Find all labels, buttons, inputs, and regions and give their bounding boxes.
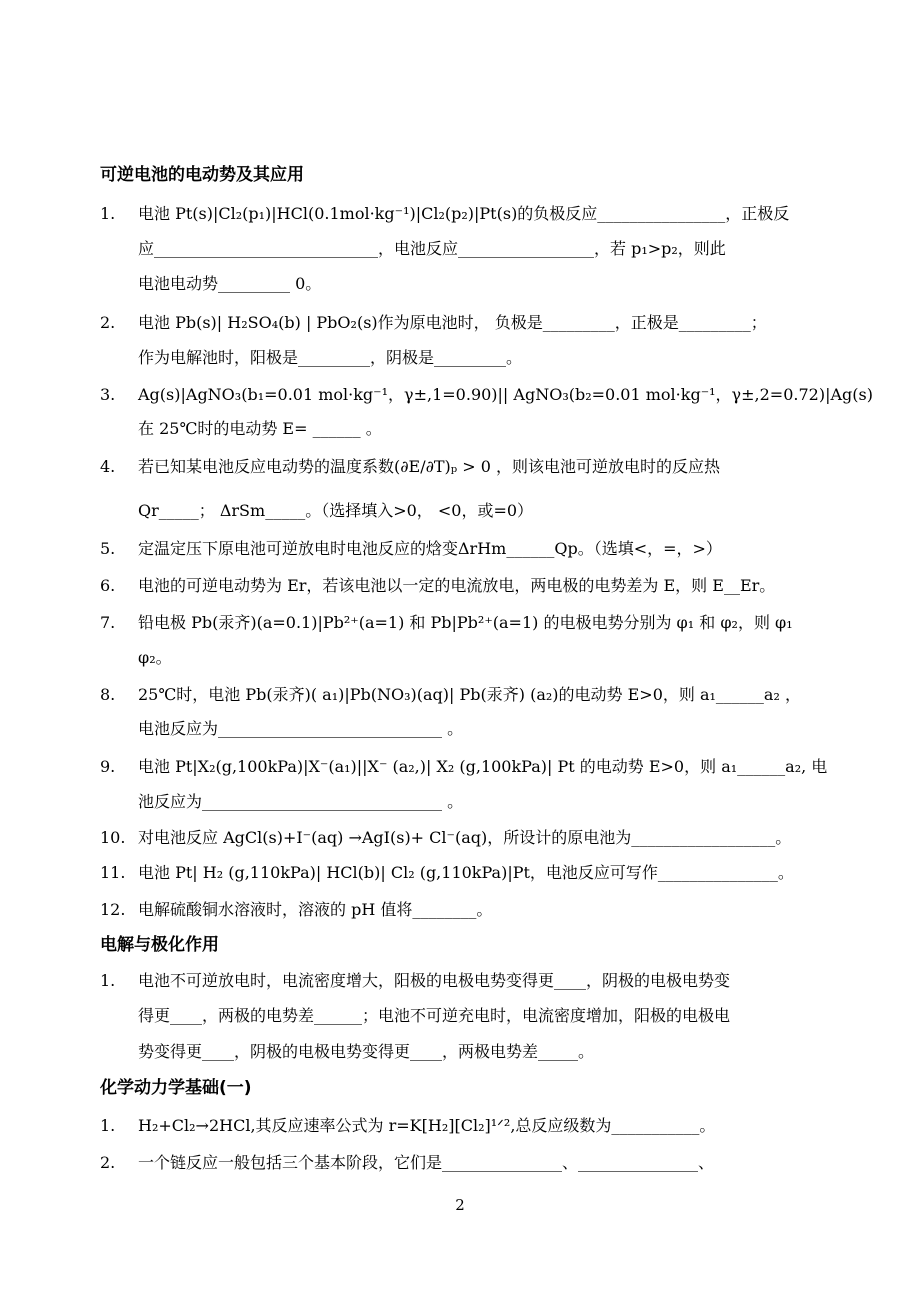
item-line: Qr_____； ΔrSm_____。（选择填入>0， <0，或=0） (138, 501, 534, 520)
item-number: 8. (100, 685, 116, 704)
item-line: 铅电极 Pb(汞齐)(a=0.1)|Pb²⁺(a=1) 和 Pb|Pb²⁺(a=1) 的电极电势分别为 φ₁ 和 φ₂，则 φ₁ (138, 613, 793, 632)
item-line: 电池 Pt| H₂ (g,110kPa)| HCl(b)| Cl₂ (g,110kPa)|Pt，电池反应可写作_______________。 (138, 863, 794, 882)
item-number: 1. (100, 204, 116, 223)
item-line: 势变得更____，阴极的电极电势变得更____，两极电势差_____。 (138, 1042, 595, 1061)
item-line: 电池的可逆电动势为 Er，若该电池以一定的电流放电，两电极的电势差为 E，则 E__Er。 (138, 576, 776, 595)
item-line: 电池 Pt(s)|Cl₂(p₁)|HCl(0.1mol·kg⁻¹)|Cl₂(p₂)|Pt(s)的负极反应________________，正极反 (138, 204, 790, 223)
item-line: 对电池反应 AgCl(s)+I⁻(aq) →AgI(s)+ Cl⁻(aq)，所设计的原电池为__________________。 (138, 828, 792, 847)
item-number: 12. (100, 900, 126, 919)
item-line: 电池反应为____________________________ 。 (138, 719, 464, 738)
item-line: 作为电解池时，阳极是_________，阴极是_________。 (138, 348, 523, 367)
item-number: 7. (100, 613, 116, 632)
item-line: H₂+Cl₂→2HCl,其反应速率公式为 r=K[H₂][Cl₂]¹ᐟ²,总反应级数为___________。 (138, 1116, 716, 1135)
item-line: Ag(s)|AgNO₃(b₁=0.01 mol·kg⁻¹，γ±,1=0.90)|| AgNO₃(b₂=0.01 mol·kg⁻¹，γ±,2=0.72)|Ag(s) (138, 385, 873, 404)
item-line: 定温定压下原电池可逆放电时电池反应的焓变ΔrHm______Qp。（选填<，=，>） (138, 539, 722, 558)
item-line: 若已知某电池反应电动势的温度系数(∂E/∂T)ₚ > 0 ，则该电池可逆放电时的反应热 (138, 457, 721, 476)
item-line: 电池不可逆放电时，电流密度增大，阳极的电极电势变得更____，阴极的电极电势变 (138, 971, 731, 990)
item-line: 一个链反应一般包括三个基本阶段，它们是_______________、_______________、 (138, 1153, 715, 1172)
section-title: 化学动力学基础(一) (100, 1078, 252, 1098)
item-number: 4. (100, 457, 116, 476)
item-number: 2. (100, 1153, 116, 1172)
item-number: 5. (100, 539, 116, 558)
item-number: 1. (100, 1116, 116, 1135)
item-line: φ₂。 (138, 648, 172, 667)
item-number: 2. (100, 313, 116, 332)
item-line: 池反应为______________________________ 。 (138, 792, 464, 811)
item-line: 25℃时，电池 Pb(汞齐)( a₁)|Pb(NO₃)(aq)| Pb(汞齐) (a₂)的电动势 E>0，则 a₁______a₂ ， (138, 685, 801, 704)
item-number: 11. (100, 863, 126, 882)
item-line: 电池 Pb(s)| H₂SO₄(b) | PbO₂(s)作为原电池时， 负极是_________，正极是_________； (138, 313, 767, 332)
section-title: 可逆电池的电动势及其应用 (100, 165, 304, 185)
page-number: 2 (455, 1196, 465, 1214)
section-title: 电解与极化作用 (100, 935, 219, 955)
item-line: 在 25℃时的电动势 E= ______ 。 (138, 419, 382, 438)
item-number: 6. (100, 576, 116, 595)
item-line: 电池 Pt|X₂(g,100kPa)|X⁻(a₁)||X⁻ (a₂,)| X₂ (g,100kPa)| Pt 的电动势 E>0，则 a₁______a₂, 电 (138, 757, 828, 776)
item-number: 3. (100, 385, 116, 404)
item-number: 9. (100, 757, 116, 776)
item-line: 得更____，两极的电势差______；电池不可逆充电时，电流密度增加，阳极的电极电 (138, 1006, 731, 1025)
item-number: 1. (100, 971, 116, 990)
item-number: 10. (100, 828, 126, 847)
item-line: 应____________________________，电池反应_________________，若 p₁>p₂，则此 (138, 239, 726, 258)
item-line: 电解硫酸铜水溶液时，溶液的 pH 值将________。 (138, 900, 493, 919)
item-line: 电池电动势_________ 0。 (138, 274, 322, 293)
